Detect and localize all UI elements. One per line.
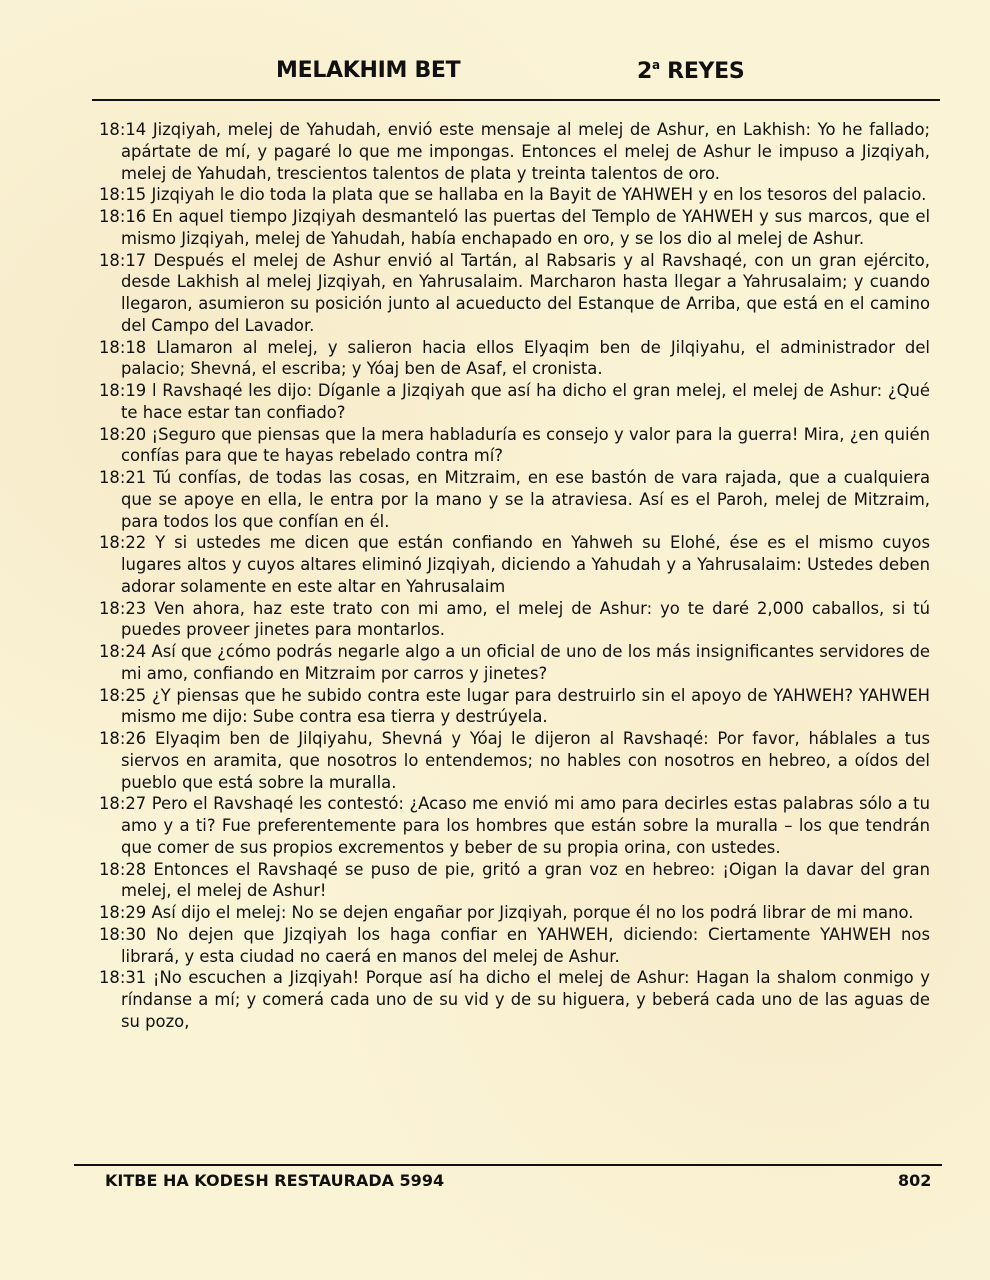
header-rule	[92, 99, 940, 101]
book-title: MELAKHIM BET	[276, 58, 461, 83]
verse-text: ¡Seguro que piensas que la mera habladuría es consejo y valor para la guerra! Mira, ¿en quién confías para que te hayas rebelado contra mí?	[121, 424, 930, 466]
verse-ref: 18:19	[99, 381, 147, 400]
verse-text: No dejen que Jizqiyah los haga confiar en YAHWEH, diciendo: Ciertamente YAHWEH nos librará, y esta ciudad no caerá en manos del melej de Ashur.	[121, 924, 930, 966]
verse	[99, 424, 930, 468]
footer-title: KITBE HA KODESH RESTAURADA 5994	[105, 1171, 445, 1190]
verse	[99, 924, 930, 968]
chapter-name: REYES	[659, 59, 745, 84]
verse-text: Después el melej de Ashur envió al Tartán, al Rabsaris y al Ravshaqé, con un gran ejército, desde Lakhish al melej Jizqiyah, en Yahrusalaim. Marcharon hasta llegar a Yahrusalaim; y cuando llegaron, asumieron su posición junto al acueducto del Estanque de Arriba, que está en el camino del Campo del Lavador.	[121, 250, 930, 335]
verse	[99, 184, 930, 206]
verse-ref: 18:31	[99, 968, 147, 988]
verse	[99, 728, 930, 793]
verse-text: Pero el Ravshaqé les contestó: ¿Acaso me envió mi amo para decirles estas palabras sólo a tu amo y a ti? Fue preferentemente para los hombres que están sobre la muralla – los que tendrán que comer de sus propios excrementos y beber de su propia orina, con ustedes.	[121, 794, 930, 857]
chapter-title	[637, 58, 744, 84]
verse-text: ¡No escuchen a Jizqiyah! Porque así ha dicho el melej de Ashur: Hagan la shalom conmigo y ríndanse a mí; y comerá cada uno de su vid y de su higuera, y beberá cada uno de las aguas de su pozo,	[121, 968, 930, 1031]
verse-ref: 18:23	[99, 598, 147, 618]
chapter-number: 2	[637, 59, 653, 84]
verse-text: Elyaqim ben de Jilqiyahu, Shevná y Yóaj le dijeron al Ravshaqé: Por favor, háblales a tus siervos en aramita, que nosotros lo entendemos; no hables con nosotros en hebreo, a oídos del pueblo que está sobre la muralla.	[121, 729, 931, 792]
verse-text: Ven ahora, haz este trato con mi amo, el melej de Ashur: yo te daré 2,000 caballos, si tú puedes proveer jinetes para montarlos.	[121, 598, 930, 640]
verse-text: Tú confías, de todas las cosas, en Mitzraim, en ese bastón de vara rajada, que a cualquiera que se apoye en ella, le entra por la mano y se la atraviesa. Así es el Paroh, melej de Mitzraim, para todos los que confían en él.	[121, 468, 930, 531]
verse-text: En aquel tiempo Jizqiyah desmanteló las puertas del Templo de YAHWEH y sus marcos, que el mismo Jizqiyah, melej de Yahudah, había enchapado en oro, y se los dio al melej de Ashur.	[121, 207, 930, 248]
verse	[99, 598, 930, 642]
verse	[99, 467, 930, 532]
page-header	[0, 58, 990, 92]
verse-text: Así dijo el melej: No se dejen engañar por Jizqiyah, porque él no los podrá librar de mi mano.	[151, 903, 914, 922]
verse	[99, 685, 930, 729]
verse-ref: 18:18	[99, 337, 147, 357]
chapter-ordinal: a	[652, 58, 660, 72]
verse-ref: 18:14	[99, 120, 147, 139]
verse	[99, 337, 930, 381]
verse	[99, 380, 930, 424]
verse	[99, 641, 930, 685]
verse-text: l Ravshaqé les dijo: Díganle a Jizqiyah que así ha dicho el gran melej, el melej de Ashur: ¿Qué te hace estar tan confiado?	[121, 381, 930, 422]
verse-text: Llamaron al melej, y salieron hacia ellos Elyaqim ben de Jilqiyahu, el administrador del palacio; Shevná, el escriba; y Yóaj ben de Asaf, el cronista.	[121, 337, 930, 379]
verse-text: Entonces el Ravshaqé se puso de pie, gritó a gran voz en hebreo: ¡Oigan la davar del gran melej, el melej de Ashur!	[121, 859, 930, 901]
verse-ref: 18:24	[99, 642, 147, 661]
verse	[99, 793, 930, 858]
verse-ref: 18:29	[99, 903, 147, 922]
verse-text: ¿Y piensas que he subido contra este lugar para destruirlo sin el apoyo de YAHWEH? YAHWEH mismo me dijo: Sube contra esa tierra y destrúyela.	[121, 685, 930, 727]
page-number: 802	[898, 1171, 932, 1190]
verse-text: Jizqiyah, melej de Yahudah, envió este mensaje al melej de Ashur, en Lakhish: Yo he fallado; apártate de mí, y pagaré lo que me impongas. Entonces el melej de Ashur le impuso a Jizqiyah, melej de Yahudah, trescientos talentos de plata y treinta talentos de oro.	[121, 120, 930, 183]
verse-text: Jizqiyah le dio toda la plata que se hallaba en la Bayit de YAHWEH y en los tesoros del palacio.	[151, 185, 927, 205]
verse-ref: 18:21	[99, 468, 147, 487]
verse-ref: 18:28	[99, 859, 147, 879]
footer-rule	[74, 1164, 942, 1166]
verse-ref: 18:25	[99, 685, 147, 705]
verse-text: Y si ustedes me dicen que están confiando en Yahweh su Elohé, ése es el mismo cuyos lugares altos y cuyos altares eliminó Jizqiyah, diciendo a Yahudah y a Yahrusalaim: Ustedes deben adorar solamente en este altar en Yahrusalaim	[121, 533, 930, 596]
verse-ref: 18:22	[99, 533, 147, 553]
verse	[99, 902, 930, 924]
verse	[99, 859, 930, 903]
verse-ref: 18:16	[99, 207, 147, 226]
verse-ref: 18:26	[99, 729, 147, 748]
verse	[99, 250, 930, 337]
verse-ref: 18:20	[99, 424, 147, 444]
verse	[99, 967, 930, 1032]
verse	[99, 119, 930, 184]
verse-ref: 18:17	[99, 250, 147, 270]
verse-list	[99, 119, 930, 1033]
verse-ref: 18:30	[99, 924, 147, 944]
verse-text: Así que ¿cómo podrás negarle algo a un oficial de uno de los más insignificantes servidores de mi amo, confiando en Mitzraim por carros y jinetes?	[121, 642, 930, 683]
verse	[99, 532, 930, 597]
verse-ref: 18:27	[99, 794, 147, 814]
verse	[99, 206, 930, 250]
verse-ref: 18:15	[99, 185, 147, 205]
